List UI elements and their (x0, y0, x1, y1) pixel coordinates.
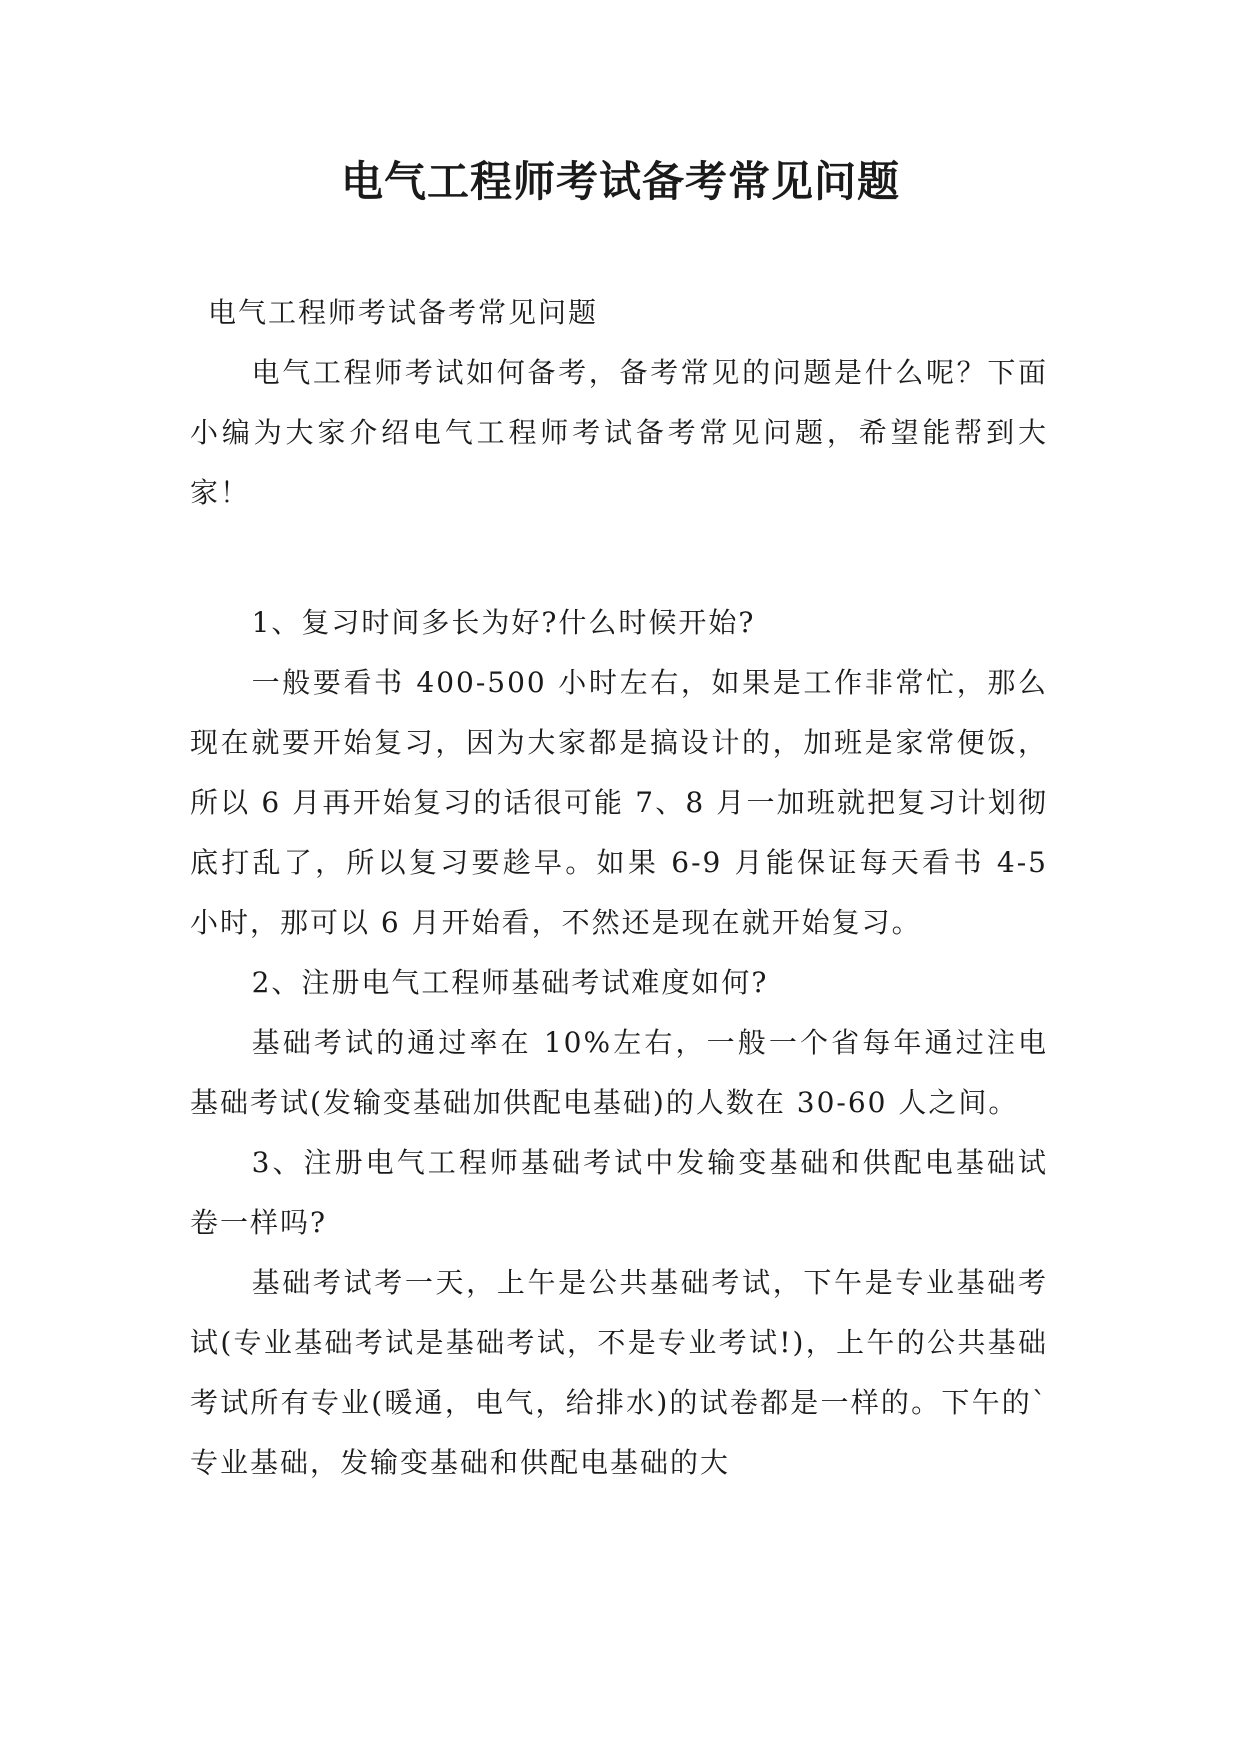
answer-2: 基础考试的通过率在 10%左右，一般一个省每年通过注电基础考试(发输变基础加供配电基础)的人数在 30-60 人之间。 (190, 1026, 1048, 1119)
question-2: 2、注册电气工程师基础考试难度如何? (251, 966, 769, 999)
document-body (190, 283, 1048, 1493)
intro-paragraph: 电气工程师考试如何备考，备考常见的问题是什么呢？下面小编为大家介绍电气工程师考试备考常见问题，希望能帮到大家！ (190, 356, 1048, 509)
question-1: 1、复习时间多长为好?什么时候开始? (251, 606, 756, 639)
answer-3: 基础考试考一天，上午是公共基础考试，下午是专业基础考试(专业基础考试是基础考试，不是专业考试!)，上午的公共基础考试所有专业(暖通，电气，给排水)的试卷都是一样的。下午的`专业基础，发输变基础和供配电基础的大 (190, 1266, 1048, 1479)
answer-1: 一般要看书 400-500 小时左右，如果是工作非常忙，那么现在就要开始复习，因为大家都是搞设计的，加班是家常便饭，所以 6 月再开始复习的话很可能 7、8 月一加班就把复习计划彻底打乱了，所以复习要趁早。如果 6-9 月能保证每天看书 4-5 小时，那可以 6 月开始看，不然还是现在就开始复习。 (190, 666, 1048, 939)
document-subtitle: 电气工程师考试备考常见问题 (208, 296, 599, 329)
question-3: 3、注册电气工程师基础考试中发输变基础和供配电基础试卷一样吗? (190, 1146, 1048, 1239)
document-title: 电气工程师考试备考常见问题 (340, 157, 900, 206)
